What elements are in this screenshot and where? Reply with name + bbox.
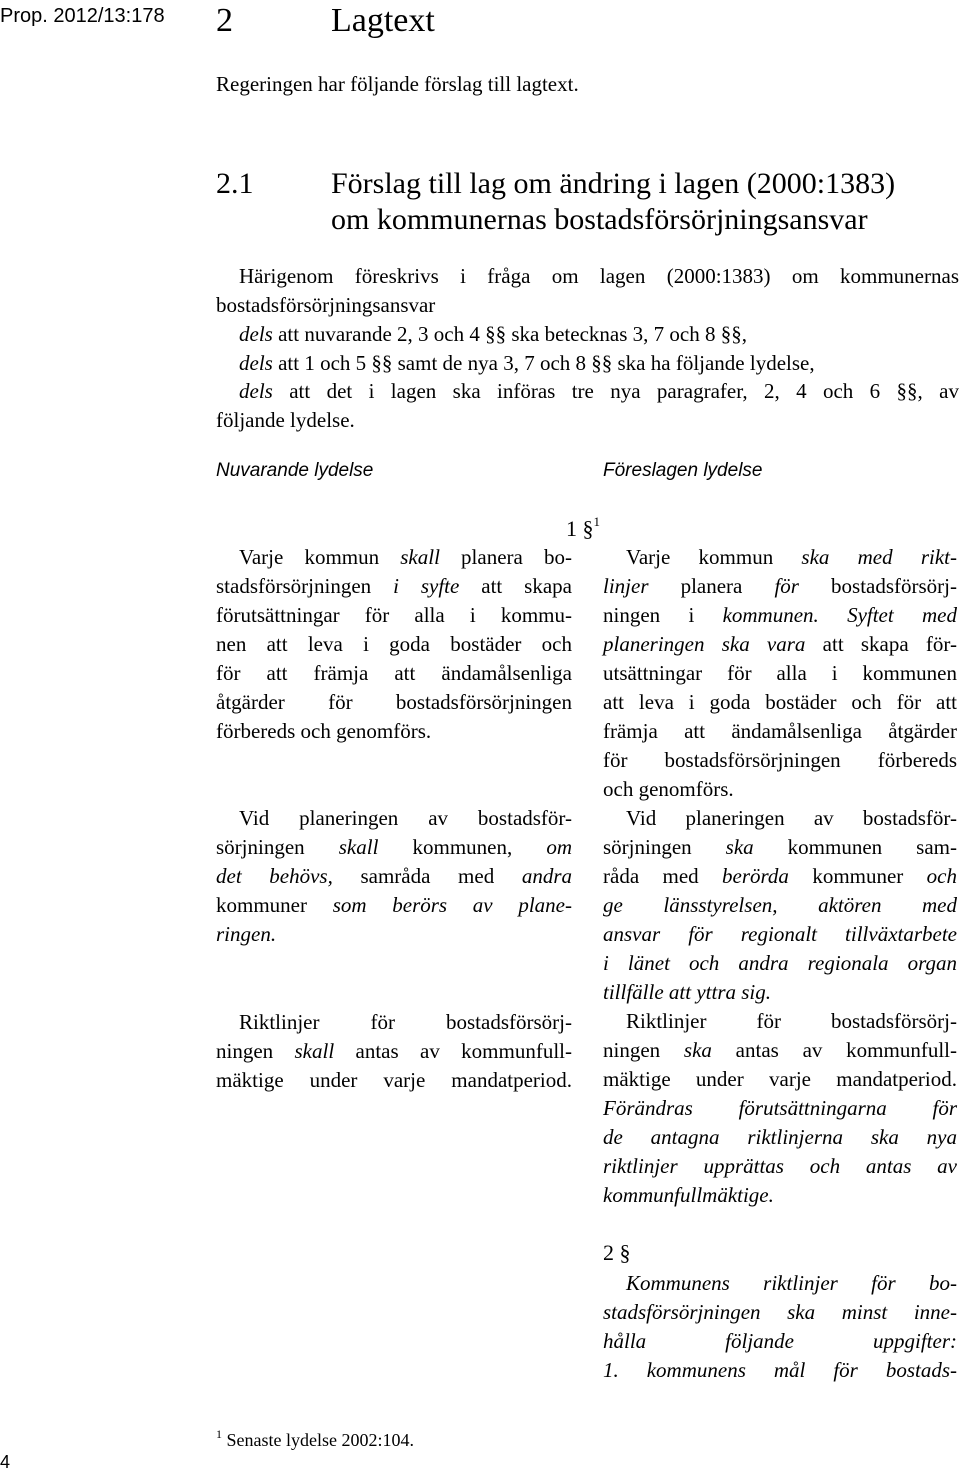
text-segment: nen att leva i goda bostäder och [216,632,572,656]
text-line [626,543,957,572]
text-line [603,833,957,862]
text-line [603,717,957,746]
text-line [603,1181,957,1210]
text-segment: mäktige under varje mandatperiod. [603,1067,957,1091]
preamble-dels-3 [239,377,959,406]
italic-amendment-text: ge länsstyrelsen, aktören med [603,893,957,917]
preamble-line-1: Härigenom föreskrivs i fråga om lagen (2000:1383) om kommunernas [239,264,959,288]
italic-amendment-text: planeringen ska vara [603,632,806,656]
italic-amendment-text: om [546,835,573,859]
text-segment: råda med [603,864,723,888]
text-line [216,920,572,949]
text-line [216,688,572,717]
italic-amendment-text: berörda [722,864,789,888]
text-segment: främja att ändamålsenliga åtgärder [603,719,957,743]
italic-amendment-text: tillfälle att yttra sig. [603,980,771,1004]
text-segment: Riktlinjer för bostadsförsörj- [626,1009,957,1033]
text-segment: planera [648,574,775,598]
text-line [216,1066,572,1095]
text-line [603,1152,957,1181]
text-segment: utsättningar för alla i kommunen [603,661,957,685]
dels-text: att nuvarande 2, 3 och 4 §§ ska betecknas 3, 7 och 8 §§, [272,322,747,346]
italic-amendment-text: 1. kommunens mål för bostads- [603,1358,957,1382]
text-segment: Varje kommun [239,545,401,569]
text-segment: ningen [603,1038,684,1062]
italic-amendment-text: och [926,864,957,888]
text-segment: ningen [216,1039,295,1063]
italic-amendment-text: det behövs, [216,864,333,888]
text-segment: stadsförsörjningen [216,574,394,598]
italic-amendment-text: stadsförsörjningen ska minst inne- [603,1300,957,1324]
text-line [603,601,957,630]
preamble-dels-1 [239,320,747,349]
text-line [603,920,957,949]
text-segment: mäktige under varje mandatperiod. [216,1068,572,1092]
text-line [603,891,957,920]
running-head: Prop. 2012/13:178 [0,5,165,27]
italic-amendment-text: linjer [603,574,649,598]
italic-amendment-text: i länet och andra regionala organ [603,951,957,975]
footnote-ref: 1 [593,514,600,529]
section-number: 2.1 [216,167,254,200]
paragraph-2-marker: 2 § [603,1240,631,1265]
text-line [216,891,572,920]
text-line [603,746,957,775]
text-segment: sörjningen [216,835,339,859]
text-line [603,572,957,601]
text-line [603,659,957,688]
text-segment: samråda med [332,864,522,888]
dels-text: att 1 och 5 §§ samt de nya 3, 7 och 8 §§ ska ha följande lydelse, [272,351,815,375]
italic-amendment-text: ska [683,1038,712,1062]
italic-amendment-text: skall [294,1039,335,1063]
text-line [216,630,572,659]
text-segment: sörjningen [603,835,726,859]
italic-amendment-text: riktlinjer upprättas och antas av [603,1154,957,1178]
proposed-wording-heading: Föreslagen lydelse [603,460,763,481]
text-line [216,659,572,688]
footnote-text: Senaste lydelse 2002:104. [226,1430,414,1450]
dels-label: dels [239,379,273,403]
text-line [603,1298,957,1327]
dels-label: dels [239,322,273,346]
text-segment: att skapa [459,574,572,598]
footnote-number: 1 [216,1427,222,1441]
text-line [216,572,572,601]
text-segment: bostadsförsörj- [798,574,958,598]
text-segment: Riktlinjer för bostadsförsörj- [239,1010,572,1034]
text-line [603,775,957,804]
text-segment: åtgärder för bostadsförsörjningen [216,690,572,714]
text-line [216,1037,572,1066]
text-line [239,543,572,572]
text-segment: att skapa för- [805,632,957,656]
text-segment: kommuner [216,893,333,917]
preamble-line-6: följande lydelse. [216,408,355,432]
intro-text: Regeringen har följande förslag till lagtext. [216,72,579,96]
text-segment: antas av kommunfull- [711,1038,958,1062]
paragraph-1-label: 1 § [566,516,594,541]
text-segment: och genomförs. [603,777,734,801]
dels-text: att det i lagen ska införas tre nya paragrafer, 2, 4 och 6 §§, av [272,379,959,403]
text-segment: kommunen sam- [753,835,958,859]
italic-amendment-text: ansvar för regionalt tillväxtarbete [603,922,957,946]
chapter-title: Lagtext [331,2,435,39]
italic-amendment-text: hålla följande uppgifter: [603,1329,957,1353]
text-line [603,1356,957,1385]
chapter-number: 2 [216,2,233,39]
italic-amendment-text: i syfte [393,574,460,598]
text-line [603,1065,957,1094]
text-line [603,978,957,1007]
italic-amendment-text: Kommunens riktlinjer för bo- [626,1271,957,1295]
text-segment: antas av kommunfull- [334,1039,572,1063]
text-line [626,804,957,833]
page-number: 4 [0,1452,11,1472]
text-line [603,1327,957,1356]
text-line [239,804,572,833]
italic-amendment-text: som berörs av plane- [332,893,572,917]
text-line [603,688,957,717]
italic-amendment-text: för [774,574,799,598]
preamble-dels-2 [239,349,815,378]
text-segment: att leva i goda bostäder och för att [603,690,957,714]
italic-amendment-text: kommunfullmäktige. [603,1183,774,1207]
italic-amendment-text: kommunen. Syftet med [722,603,957,627]
text-segment: kommuner [788,864,927,888]
text-line [603,862,957,891]
text-line [626,1269,957,1298]
text-segment: Varje kommun [626,545,802,569]
current-wording-heading: Nuvarande lydelse [216,460,374,481]
italic-amendment-text: andra [521,864,572,888]
italic-amendment-text: skall [400,545,440,569]
text-segment: förbereds och genomförs. [216,719,432,743]
text-line [626,1007,957,1036]
paragraph-1-marker [566,516,600,542]
text-line [239,1008,572,1037]
text-segment: för att främja att ändamålsenliga [216,661,572,685]
text-segment: för bostadsförsörjningen förbereds [603,748,957,772]
text-segment: planera bo- [439,545,572,569]
text-line [603,630,957,659]
text-segment: ningen i [603,603,723,627]
italic-amendment-text: ska [725,835,754,859]
dels-label: dels [239,351,273,375]
section-title-line-1: Förslag till lag om ändring i lagen (2000:1383) [331,167,896,200]
text-segment: förutsättningar för alla i kommu- [216,603,572,627]
text-line [216,717,572,746]
italic-amendment-text: ringen. [216,922,277,946]
section-title-line-2: om kommunernas bostadsförsörjningsansvar [331,203,868,236]
text-line [216,601,572,630]
italic-amendment-text: ska med rikt- [801,545,957,569]
text-segment: kommunen, [378,835,547,859]
italic-amendment-text: Förändras förutsättningarna för [603,1096,957,1120]
text-line [216,833,572,862]
text-line [603,1123,957,1152]
text-line [603,1094,957,1123]
text-line [603,1036,957,1065]
footnote [216,1427,414,1451]
italic-amendment-text: skall [338,835,379,859]
italic-amendment-text: de antagna riktlinjerna ska nya [603,1125,957,1149]
text-segment: Vid planeringen av bostadsför- [626,806,957,830]
preamble-line-2: bostadsförsörjningsansvar [216,293,436,317]
text-segment: Vid planeringen av bostadsför- [239,806,572,830]
text-line [603,949,957,978]
text-line [216,862,572,891]
